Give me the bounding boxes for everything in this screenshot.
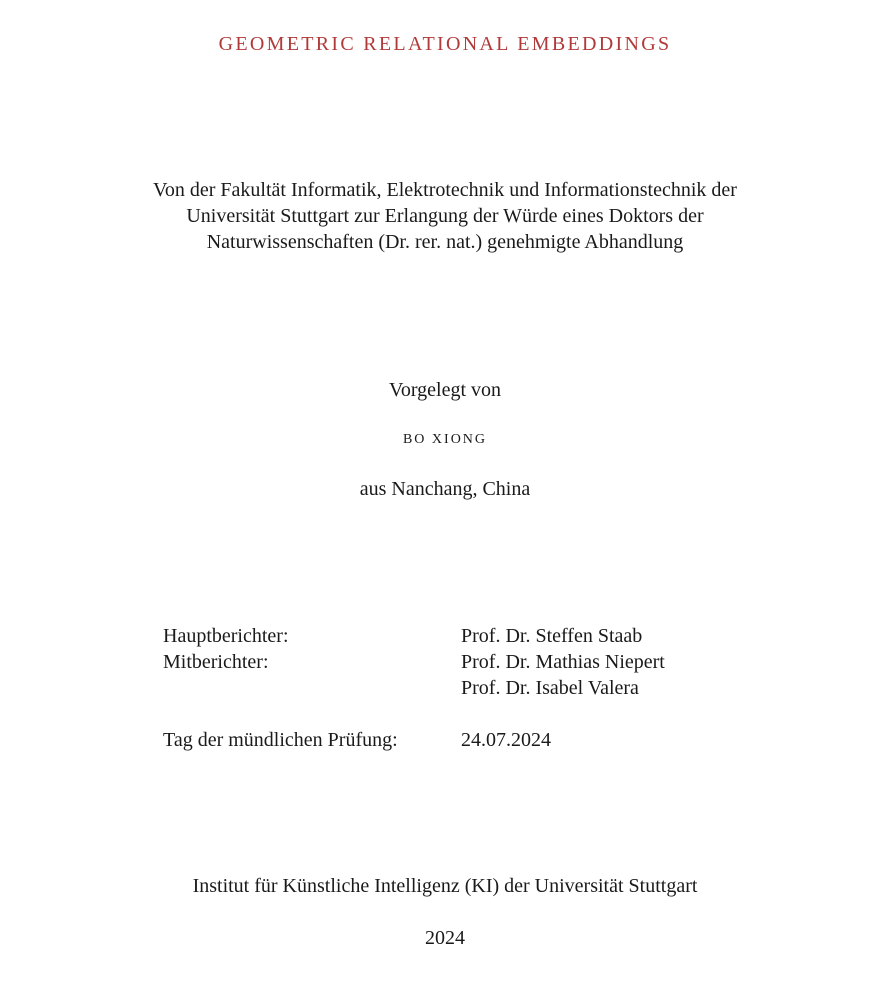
publication-year: 2024 [425, 927, 465, 949]
faculty-statement-line-2: Universität Stuttgart zur Erlangung der Würde eines Doktors der [186, 205, 704, 227]
co-reviewer-label: Mitberichter: [163, 651, 269, 673]
co-reviewer-name-1: Prof. Dr. Mathias Niepert [461, 651, 665, 673]
author-origin: aus Nanchang, China [359, 478, 531, 500]
faculty-statement-line-1: Von der Fakultät Informatik, Elektrotechnik und Informationstechnik der [153, 179, 737, 201]
presented-by: Vorgelegt von [388, 379, 502, 401]
institute-name: Institut für Künstliche Intelligenz (KI) der Universität Stuttgart [192, 875, 698, 897]
author-name: BO XIONG [402, 432, 488, 447]
document-title: GEOMETRIC RELATIONAL EMBEDDINGS [218, 33, 672, 55]
main-reviewer-label: Hauptberichter: [163, 625, 289, 647]
co-reviewer-name-2: Prof. Dr. Isabel Valera [461, 677, 639, 699]
faculty-statement-line-3: Naturwissenschaften (Dr. rer. nat.) genehmigte Abhandlung [206, 231, 684, 253]
exam-date-label: Tag der mündlichen Prüfung: [163, 729, 398, 751]
main-reviewer-name: Prof. Dr. Steffen Staab [461, 625, 643, 647]
exam-date: 24.07.2024 [461, 729, 551, 751]
